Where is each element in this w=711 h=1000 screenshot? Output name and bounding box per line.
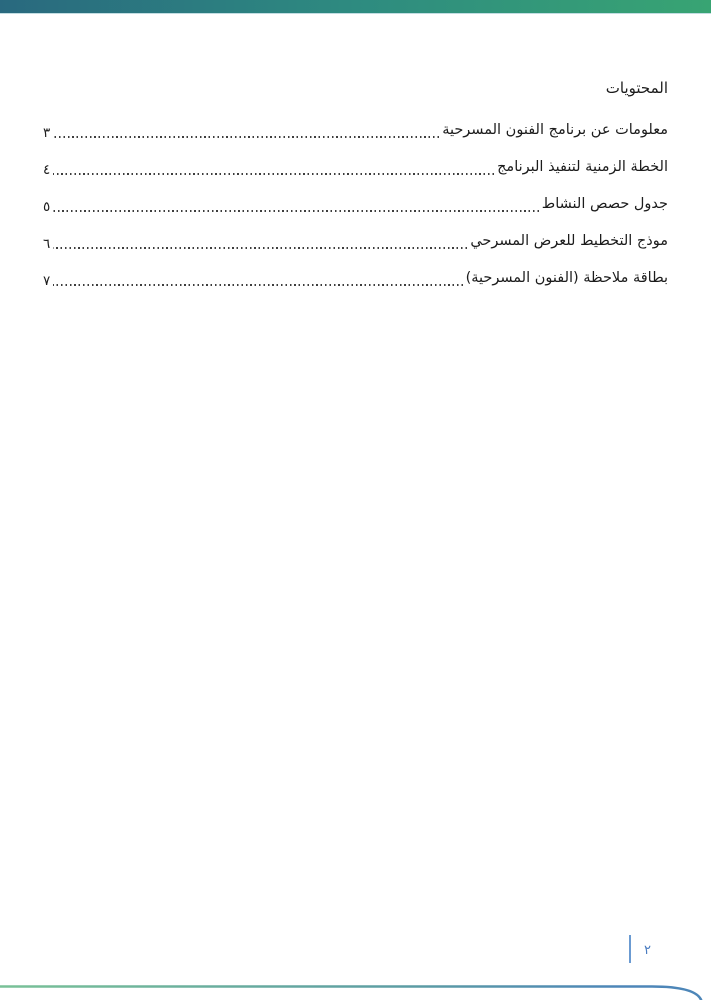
toc-entry[interactable] bbox=[43, 186, 668, 223]
table-of-contents bbox=[43, 112, 668, 297]
page-footer bbox=[629, 935, 651, 963]
dotted-leader bbox=[53, 173, 494, 175]
toc-entry-label: الخطة الزمنية لتنفيذ البرنامج bbox=[497, 159, 668, 175]
toc-entry[interactable] bbox=[43, 223, 668, 260]
toc-page-number: ٣ bbox=[43, 124, 51, 141]
dotted-leader bbox=[53, 136, 439, 138]
toc-page-number: ٦ bbox=[43, 235, 51, 252]
toc-entry[interactable] bbox=[43, 260, 668, 297]
footer-page-number: ٢ bbox=[644, 942, 651, 958]
dotted-leader bbox=[53, 210, 539, 212]
toc-entry-label: موذج التخطيط للعرض المسرحي bbox=[470, 233, 668, 249]
toc-entry[interactable] bbox=[43, 112, 668, 149]
dotted-leader bbox=[53, 284, 462, 286]
dotted-leader bbox=[53, 247, 467, 249]
toc-page-number: ٥ bbox=[43, 198, 51, 215]
toc-section bbox=[43, 78, 668, 297]
toc-page-number: ٤ bbox=[43, 161, 51, 178]
top-gradient-bar bbox=[0, 0, 711, 13]
page-title: المحتويات bbox=[605, 79, 668, 97]
bottom-corner-line bbox=[0, 984, 711, 1000]
toc-page-number: ٧ bbox=[43, 272, 51, 289]
footer-divider-line bbox=[629, 935, 631, 963]
toc-entry-label: معلومات عن برنامج الفنون المسرحية bbox=[442, 122, 668, 138]
toc-entry-label: بطاقة ملاحظة (الفنون المسرحية) bbox=[465, 270, 668, 286]
toc-entry-label: جدول حصص النشاط bbox=[541, 196, 668, 212]
toc-entry[interactable] bbox=[43, 149, 668, 186]
